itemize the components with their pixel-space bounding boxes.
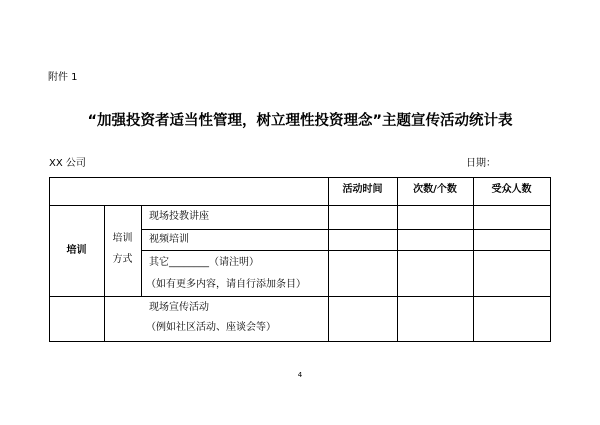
table-row-divider-1 — [141, 229, 551, 230]
row-onsite-promotion: 现场宣传活动 — [149, 302, 209, 313]
table-border-left — [49, 177, 50, 342]
row-promotion-note: （例如社区活动、座谈会等） — [146, 322, 276, 333]
table-row-divider-3 — [49, 296, 551, 297]
training-label: 培训 — [66, 245, 87, 256]
table-border-bottom — [49, 341, 551, 342]
table-divider-col1 — [104, 205, 105, 342]
row-video-training: 视频培训 — [149, 234, 189, 245]
table-row-divider-2 — [141, 250, 551, 251]
company-label: XX 公司 — [49, 158, 86, 169]
column-header-audience: 受众人数 — [491, 184, 532, 195]
page-number: 4 — [297, 371, 303, 379]
table-divider-col3 — [328, 177, 329, 342]
row-other: 其它________（请注明） — [149, 257, 259, 268]
table-divider-col5 — [473, 177, 474, 342]
date-label: 日期： — [466, 158, 496, 169]
column-header-activity-time: 活动时间 — [342, 184, 383, 195]
method-label-line2: 方式 — [112, 254, 133, 265]
row-other-note: （如有更多内容，请自行添加条目） — [146, 279, 306, 290]
column-header-count: 次数/个数 — [413, 184, 457, 195]
attachment-label: 附件 1 — [48, 72, 78, 83]
statistics-table — [49, 177, 551, 342]
page-title: “加强投资者适当性管理，树立理性投资理念”主题宣传活动统计表 — [87, 113, 513, 129]
method-label-line1: 培训 — [112, 233, 133, 244]
table-border-top — [49, 177, 551, 178]
table-header-divider — [49, 205, 551, 206]
row-onsite-lecture: 现场投教讲座 — [149, 211, 209, 222]
table-divider-col4 — [397, 177, 398, 342]
table-border-right — [550, 177, 551, 342]
